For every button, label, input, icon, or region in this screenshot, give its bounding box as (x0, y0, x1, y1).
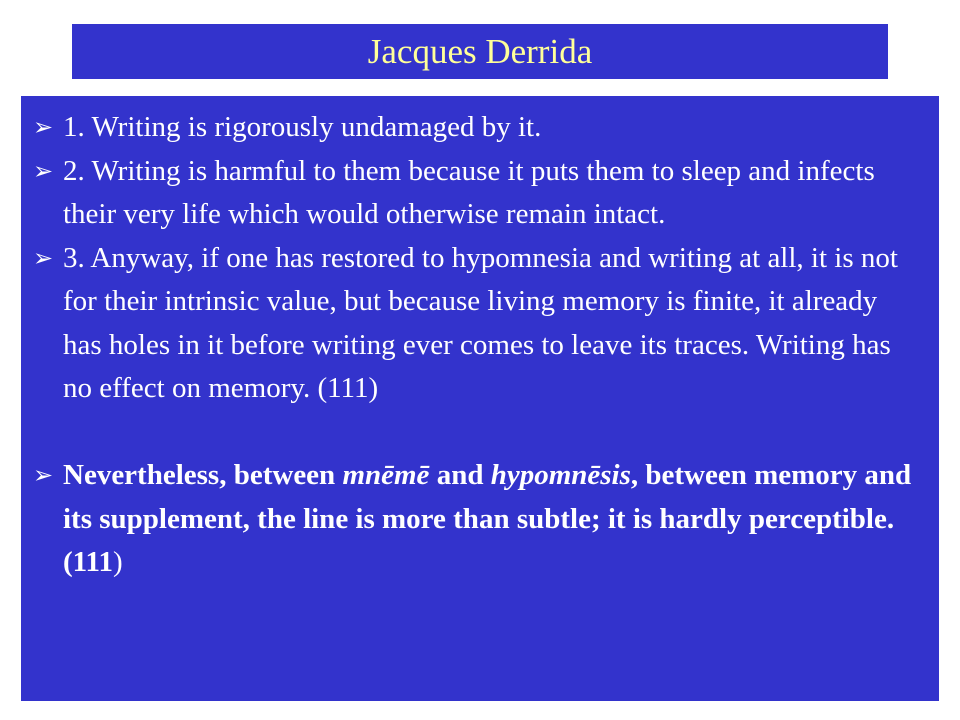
slide-title: Jacques Derrida (367, 31, 593, 71)
arrow-bullet-icon: ➢ (33, 156, 54, 185)
arrow-bullet-icon: ➢ (33, 113, 54, 141)
quote-text-part-1: Nevertheless, between (63, 459, 343, 491)
quote-bullet (33, 454, 917, 585)
bullet-item-1 (33, 106, 917, 150)
slide-content (21, 96, 939, 701)
bullet-text: 1. Writing is rigorously undamaged by it. (63, 111, 542, 143)
quote-text-part-2: and (429, 459, 491, 491)
quote-text-part-3: , between memory and its supplement, the line is more than subtle; it is hardly perceptible. (111 (63, 459, 912, 578)
bullet-item-2 (33, 150, 917, 237)
bullet-text: 3. Anyway, if one has restored to hypomnesia and writing at all, it is not for their intrinsic value, but because living memory is finite, it already has holes in it before writing ever comes to leave its traces. Writing has no effect on memory. (111) (63, 241, 898, 404)
quote-text-part-4: ) (112, 546, 123, 578)
arrow-bullet-icon: ➢ (33, 243, 54, 272)
term-hypomnesis: hypomnēsis (490, 459, 631, 491)
bullet-item-3 (33, 237, 917, 411)
term-mneme: mnēmē (342, 459, 430, 491)
arrow-bullet-icon: ➢ (33, 461, 54, 489)
bullet-text: 2. Writing is harmful to them because it puts them to sleep and infects their very life which would otherwise remain intact. (63, 154, 875, 230)
slide-title-bar (72, 24, 888, 79)
